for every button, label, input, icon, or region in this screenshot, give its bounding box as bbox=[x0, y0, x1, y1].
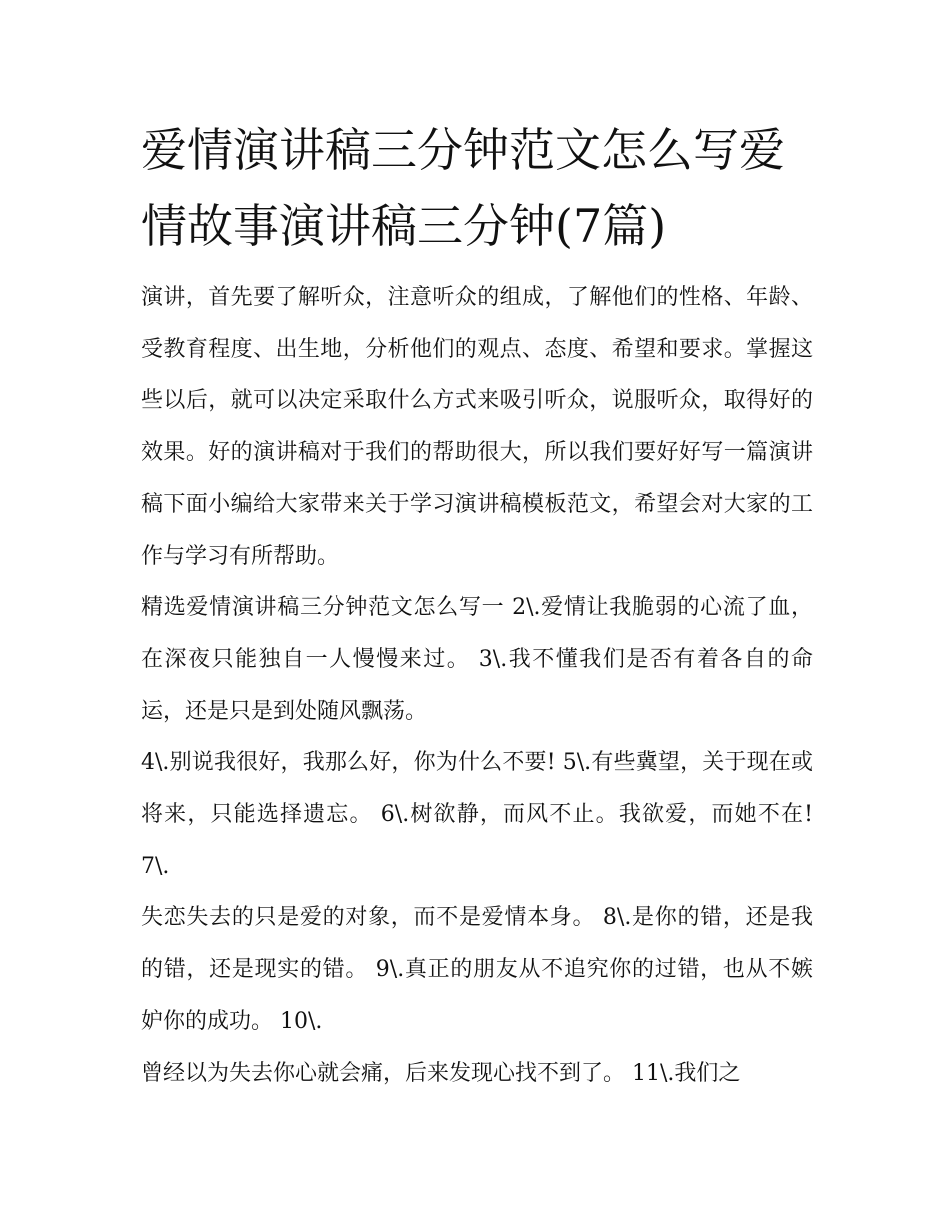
document-content bbox=[141, 112, 813, 1099]
paragraph-quotes-4: 曾经以为失去你心就会痛，后来发现心找不到了。 11\.我们之 bbox=[141, 1060, 741, 1086]
paragraph-quotes-2: 4\.别说我很好，我那么好，你为什么不要! 5\.有些冀望，关于现在或将来，只能选择遗忘。 6\.树欲静，而风不止。我欲爱，而她不在! 7\. bbox=[141, 750, 813, 879]
paragraph-intro: 演讲，首先要了解听众，注意听众的组成，了解他们的性格、年龄、受教育程度、出生地，分析他们的观点、态度、希望和要求。掌握这些以后，就可以决定采取什么方式来吸引听众，说服听众，取得好的效果。好的演讲稿对于我们的帮助很大，所以我们要好好写一篇演讲稿下面小编给大家带来关于学习演讲稿模板范文，希望会对大家的工作与学习有所帮助。 bbox=[141, 285, 813, 569]
paragraph-quotes-3: 失恋失去的只是爱的对象，而不是爱情本身。 8\.是你的错，还是我的错，还是现实的错。 9\.真正的朋友从不追究你的过错，也从不嫉妒你的成功。 10\. bbox=[141, 905, 813, 1034]
paragraph-quotes-1: 精选爱情演讲稿三分钟范文怎么写一 2\.爱情让我脆弱的心流了血，在深夜只能独自一人慢慢来过。 3\.我不懂我们是否有着各自的命运，还是只是到处随风飘荡。 bbox=[141, 595, 813, 724]
document-title: 爱情演讲稿三分钟范文怎么写爱情故事演讲稿三分钟(7篇) bbox=[141, 123, 785, 253]
